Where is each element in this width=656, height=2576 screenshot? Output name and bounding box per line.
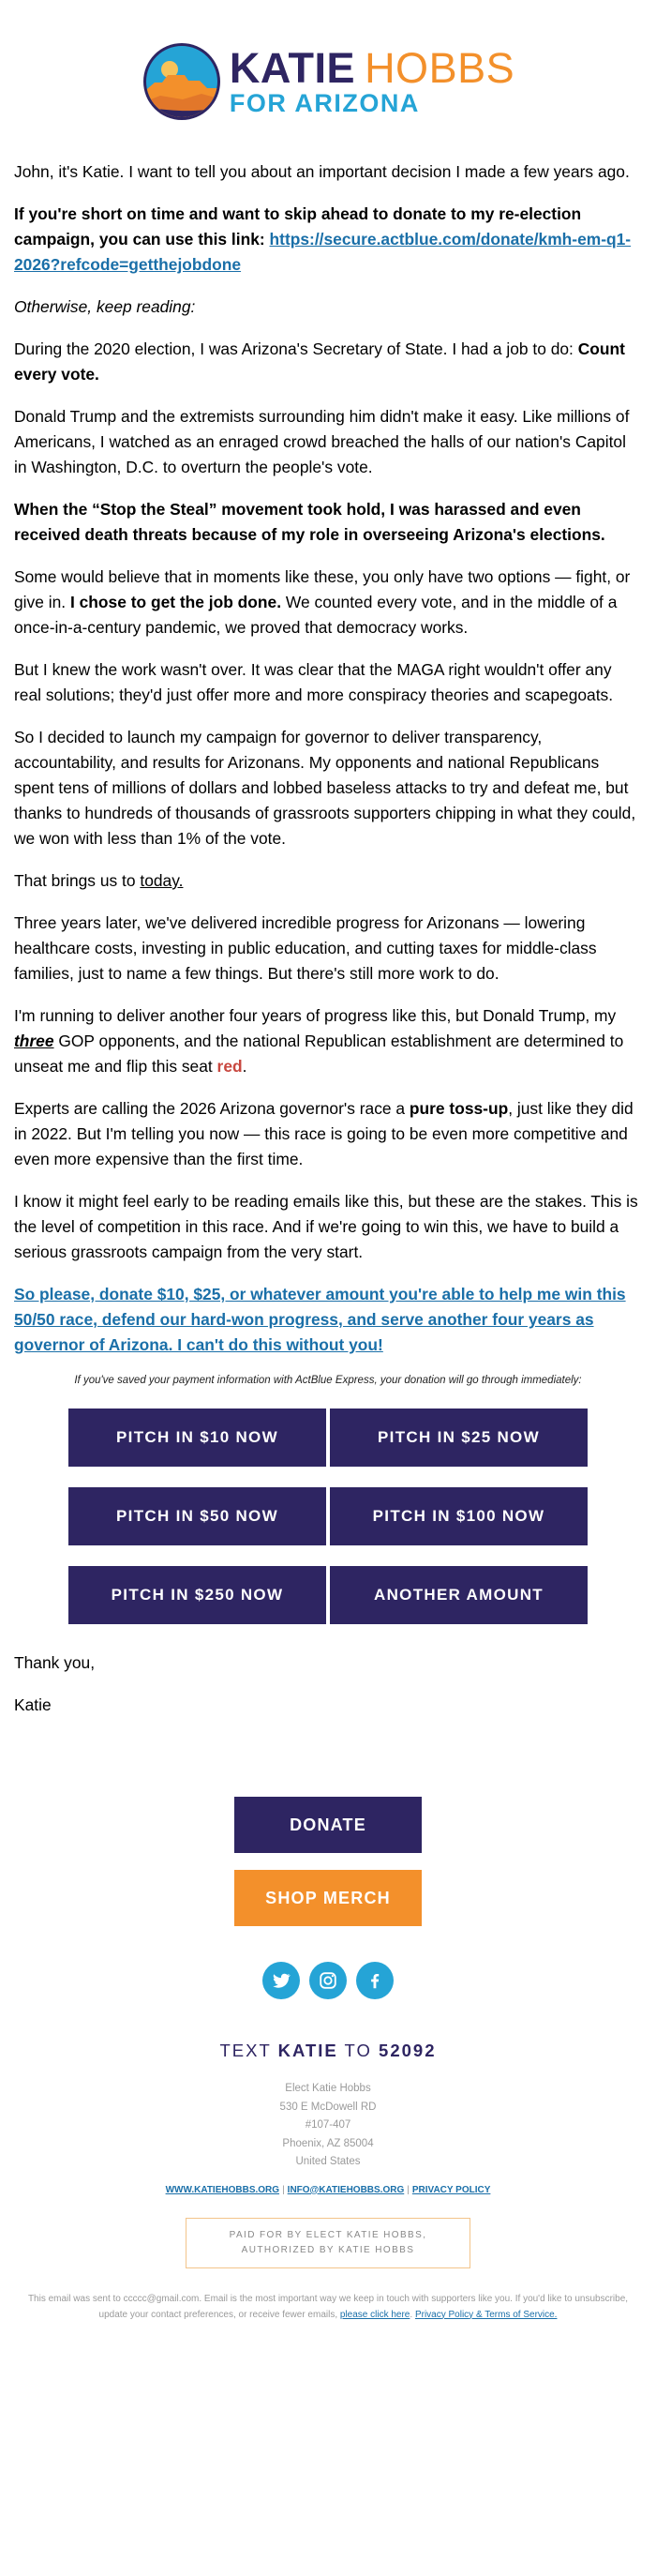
paragraph-text: During the 2020 election, I was Arizona's Secretary of State. I had a job to do:	[14, 339, 578, 358]
paragraph-text: , just like they did in 2022. But I'm telling you now — this race is going to be even more competitive and even more expensive than the first time.	[14, 1099, 634, 1168]
actblue-donate-link[interactable]: https://secure.actblue.com/donate/kmh-em-q1-2026?refcode=getthejobdone	[14, 230, 632, 274]
donate-button-grid	[68, 1409, 588, 1624]
logo-wordmark	[229, 44, 515, 117]
logo-last-name: HOBBS	[365, 44, 515, 92]
privacy-policy-link[interactable]: PRIVACY POLICY	[411, 2184, 491, 2195]
paragraph-text: .	[242, 1057, 247, 1076]
paragraph-opponents	[14, 1003, 642, 1079]
link-separator: |	[282, 2184, 285, 2195]
pitch-in-50-button[interactable]: PITCH IN $50 NOW	[68, 1487, 326, 1545]
text-number: 52092	[379, 2041, 437, 2060]
address-line: Phoenix, AZ 85004	[282, 2137, 374, 2149]
paragraph-intro: John, it's Katie. I want to tell you about an important decision I made a few years ago.	[14, 162, 630, 181]
website-link[interactable]: WWW.KATIEHOBBS.ORG	[165, 2184, 280, 2195]
skip-ahead-text: If you're short on time and want to skip ahead to donate to my re-election campaign, you can use this link:	[14, 204, 582, 249]
twitter-icon[interactable]	[262, 1962, 300, 1999]
footer-links	[0, 2185, 656, 2195]
paragraph-text: Experts are calling the 2026 Arizona governor's race a	[14, 1099, 410, 1118]
address-line: 530 E McDowell RD	[279, 2101, 377, 2113]
paragraph-text: That brings us to	[14, 871, 141, 890]
mailing-address	[0, 2080, 656, 2172]
paragraph-emphasis: Count every vote.	[14, 339, 625, 384]
paragraph-ask	[14, 1282, 642, 1358]
arizona-landscape-icon	[142, 41, 222, 122]
text-cta-prefix: TEXT	[219, 2041, 278, 2060]
paragraph-maga: But I knew the work wasn't over. It was clear that the MAGA right wouldn't offer any real solutions; they'd just offer more and more conspiracy theories and scapegoats.	[14, 660, 614, 704]
shop-merch-button[interactable]: SHOP MERCH	[234, 1870, 422, 1926]
logo-first-name: KATIE	[229, 44, 356, 92]
paragraph-toss-up	[14, 1096, 642, 1172]
paragraph-underlined: today.	[140, 871, 184, 890]
email-link[interactable]: INFO@KATIEHOBBS.ORG	[287, 2184, 405, 2195]
email-body	[0, 122, 656, 1386]
paragraph-2020-election	[14, 337, 642, 387]
paragraph-campaign: So I decided to launch my campaign for governor to deliver transparency, accountability, and results for Arizonans. My opponents and national Republicans spent tens of millions of dollars and lobbed baseless attacks to try and defeat me, but thanks to hundreds of thousands of grassroots supporters chipping in what they could, we won with less than 1% of the vote.	[14, 728, 636, 848]
paragraph-emphasis: three	[14, 1032, 54, 1050]
paragraph-stop-the-steal: When the “Stop the Steal” movement took hold, I was harassed and even received death threats because of my role in overseeing Arizona's elections.	[14, 500, 605, 544]
paragraph-emphasis: I chose to get the job done.	[69, 593, 282, 611]
text-cta-to: TO	[337, 2041, 380, 2060]
paragraph-stakes: I know it might feel early to be reading emails like this, but these are the stakes. This is the level of competition in this race. And if we're going to win this, we have to build a serious grassroots campaign from the very start.	[14, 1192, 638, 1261]
unsubscribe-link[interactable]: please click here	[339, 2309, 410, 2320]
text-keyword: KATIE	[277, 2041, 338, 2060]
paid-line: PAID FOR BY ELECT KATIE HOBBS,	[229, 2229, 427, 2240]
signoff-name: Katie	[14, 1695, 52, 1714]
legal-text: This email was sent to ccccc@gmail.com. Email is the most important way we keep in touch with supporters like you. If you'd like to unsubscribe, update your contact preferences, or receive fewer emails,	[27, 2293, 629, 2320]
signoff	[0, 1624, 656, 1718]
paragraph-today	[14, 868, 642, 894]
privacy-terms-link[interactable]: Privacy Policy & Terms of Service.	[414, 2309, 558, 2320]
paragraph-text: We counted every vote, and in the middle of a once-in-a-century pandemic, we proved that democracy works.	[14, 593, 618, 637]
text-to-join	[0, 2041, 656, 2061]
actblue-express-note: If you've saved your payment information with ActBlue Express, your donation will go through immediately:	[74, 1375, 582, 1386]
paragraph-text: Some would believe that in moments like these, you only have two options — fight, or give in.	[14, 567, 631, 611]
instagram-icon[interactable]	[309, 1962, 347, 1999]
paragraph-job-done	[14, 565, 642, 640]
social-links	[0, 1962, 656, 1999]
email-footer	[0, 1735, 656, 2443]
logo-subtitle: FOR ARIZONA	[229, 89, 420, 117]
paragraph-text: I'm running to deliver another four years of progress like this, but Donald Trump, my	[14, 1006, 617, 1025]
address-line: #107-407	[305, 2119, 351, 2131]
paragraph-text: GOP opponents, and the national Republican establishment are determined to unseat me and flip this seat	[14, 1032, 624, 1076]
signoff-thanks: Thank you,	[14, 1653, 96, 1672]
facebook-icon[interactable]	[356, 1962, 394, 1999]
address-line: Elect Katie Hobbs	[285, 2083, 371, 2094]
pitch-in-250-button[interactable]: PITCH IN $250 NOW	[68, 1566, 326, 1624]
link-separator: |	[407, 2184, 410, 2195]
campaign-logo	[0, 0, 656, 122]
footer-donate-button[interactable]: DONATE	[234, 1797, 422, 1853]
paragraph-trump: Donald Trump and the extremists surrounding him didn't make it easy. Like millions of Americans, I watched as an enraged crowd breached the halls of our nation's Capitol in Washington, D.C. to overturn the people's vote.	[14, 407, 630, 476]
another-amount-button[interactable]: ANOTHER AMOUNT	[330, 1566, 588, 1624]
donate-ask-link[interactable]: So please, donate $10, $25, or whatever amount you're able to help me win this 50/50 race, defend our hard-won progress, and serve another four years as governor of Arizona. I can't do this without you!	[14, 1285, 626, 1354]
pitch-in-100-button[interactable]: PITCH IN $100 NOW	[330, 1487, 588, 1545]
paid-for-disclaimer	[186, 2218, 470, 2268]
paragraph-progress: Three years later, we've delivered incredible progress for Arizonans — lowering healthcare costs, investing in public education, and cutting taxes for middle-class families, just to name a few things. But there's still more work to do.	[14, 913, 597, 983]
paragraph-keep-reading: Otherwise, keep reading:	[14, 297, 196, 316]
address-line: United States	[295, 2156, 361, 2167]
paid-line: AUTHORIZED BY KATIE HOBBS	[241, 2244, 415, 2255]
paragraph-emphasis: pure toss-up	[409, 1099, 509, 1118]
unsubscribe-notice	[17, 2291, 640, 2323]
paragraph-skip-ahead	[14, 202, 642, 278]
bottom-spacer	[0, 2323, 656, 2443]
legal-text: .	[410, 2309, 415, 2320]
paragraph-red-word: red	[216, 1057, 243, 1076]
pitch-in-25-button[interactable]: PITCH IN $25 NOW	[330, 1409, 588, 1467]
pitch-in-10-button[interactable]: PITCH IN $10 NOW	[68, 1409, 326, 1467]
